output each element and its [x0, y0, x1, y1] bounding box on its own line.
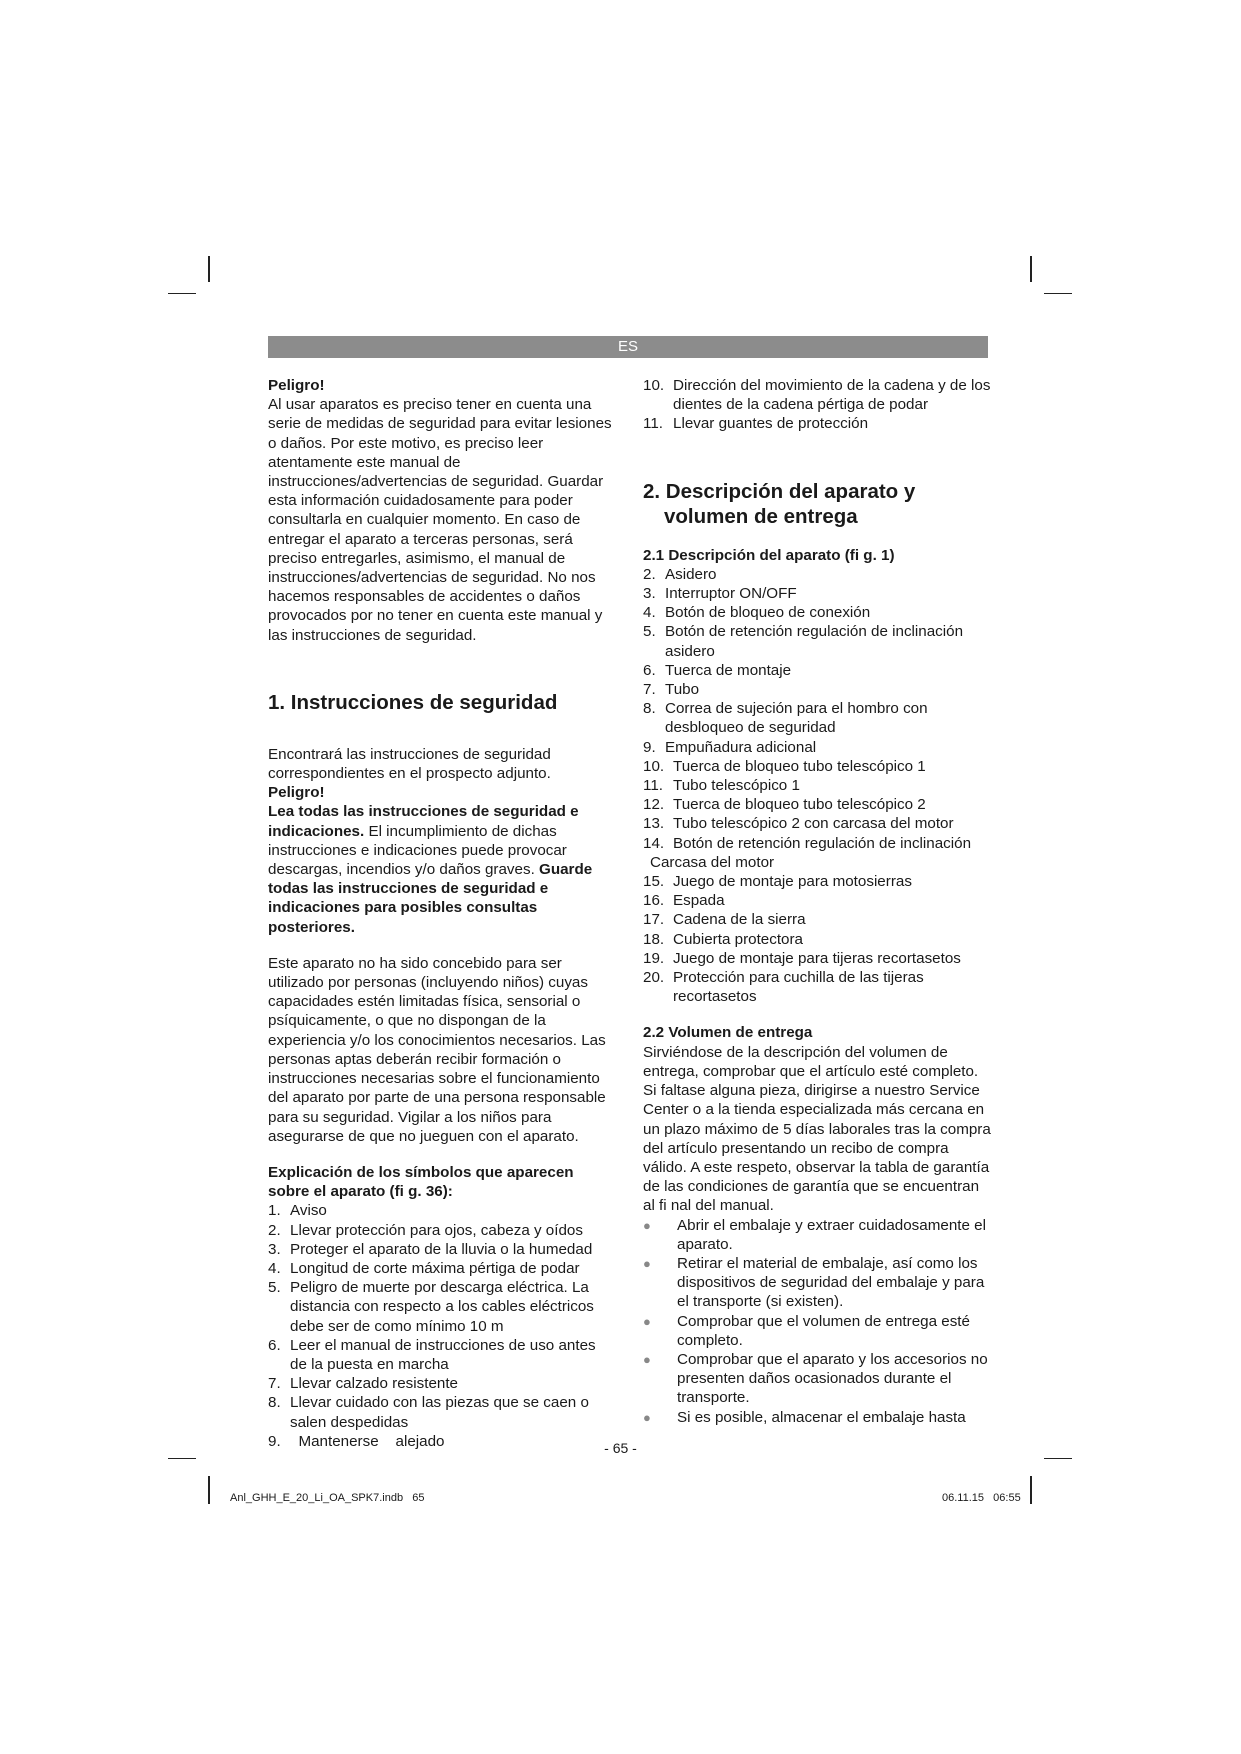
list-item: 9. Mantenerse alejado — [268, 1432, 445, 1450]
language-header-bar — [268, 336, 988, 358]
symbols-list — [268, 1201, 613, 1451]
list-item: 14. Botón de retención regulación de inclinación — [643, 834, 972, 852]
section-1-title: 1. Instrucciones de seguridad — [268, 690, 558, 714]
list-item: 1. Aviso — [268, 1202, 327, 1220]
symbols-title: Explicación de los símbolos que aparecen sobre el aparato (fi g. 36): — [268, 1163, 574, 1201]
crop-mark — [1044, 1458, 1072, 1459]
list-item: 12. Tuerca de bloqueo tubo telescópico 2 — [643, 796, 926, 814]
list-item: 3. Proteger el aparato de la lluvia o la humedad — [268, 1240, 593, 1258]
list-item: 10. Dirección del movimiento de la cadena y de los dientes de la cadena pértiga de podar — [643, 377, 991, 414]
list-item: 3. Interruptor ON/OFF — [643, 585, 797, 603]
list-item: ● Abrir el embalaje y extraer cuidadosamente el aparato. — [643, 1216, 986, 1253]
crop-mark — [168, 1458, 196, 1459]
list-item: 7. Llevar calzado resistente — [268, 1375, 458, 1393]
list-item: 2. Asidero — [643, 565, 717, 583]
crop-mark — [1044, 293, 1072, 294]
parts-list-3 — [643, 872, 993, 1006]
bullet-icon: ● — [643, 1351, 651, 1367]
print-timestamp: 06.11.15 06:55 — [942, 1492, 1021, 1504]
left-column — [268, 376, 613, 1451]
crop-mark — [1030, 256, 1032, 282]
read-instructions-text: El incumplimiento de dichas instrucciones e indicaciones puede provocar descargas, incendios y/o daños graves. — [268, 822, 567, 879]
bullet-icon: ● — [643, 1217, 651, 1233]
crop-mark — [208, 1476, 210, 1504]
delivery-checklist — [643, 1216, 993, 1427]
danger-heading: Peligro! — [268, 377, 325, 394]
section-2-2-title: 2.2 Volumen de entrega — [643, 1024, 813, 1042]
intro-paragraph: Al usar aparatos es preciso tener en cuenta una serie de medidas de seguridad para evitar lesiones o daños. Por este motivo, es preciso leer atentamente este manual de instrucciones/advertencias de seguridad. Guardar esta información cuidadosamente para poder consultarla en cualquier momento. En caso de entregar el aparato a terceras personas, será preciso entregarles, asimismo, el manual de instrucciones/advertencias de seguridad. No nos hacemos responsables de accidentes o daños provocados por no tener en cuenta este manual y las instrucciones de seguridad. — [268, 396, 612, 644]
list-item: 5. Peligro de muerte por descarga eléctrica. La distancia con respecto a los cables eléctricos debe ser de como mínimo 10 m — [268, 1279, 594, 1335]
file-name: Anl_GHH_E_20_Li_OA_SPK7.indb 65 — [230, 1492, 425, 1504]
list-item: 6. Tuerca de montaje — [643, 661, 792, 679]
symbols-list-continued — [643, 376, 993, 434]
crop-mark — [168, 293, 196, 294]
right-column — [643, 376, 993, 1427]
list-item: 2. Llevar protección para ojos, cabeza y oídos — [268, 1221, 583, 1239]
parts-list-2 — [643, 757, 993, 853]
list-item: 6. Leer el manual de instrucciones de uso antes de la puesta en marcha — [268, 1336, 596, 1373]
list-item: 13. Tubo telescópico 2 con carcasa del motor — [643, 815, 954, 833]
list-item: 10. Tuerca de bloqueo tubo telescópico 1 — [643, 757, 926, 775]
list-item: 8. Correa de sujeción para el hombro con desbloqueo de seguridad — [643, 700, 928, 737]
danger-heading-2: Peligro! — [268, 784, 325, 802]
language-label: ES — [617, 338, 638, 355]
list-item: 5. Botón de retención regulación de inclinación asidero — [643, 623, 964, 660]
parts-list — [643, 565, 993, 757]
list-item: 16. Espada — [643, 892, 725, 910]
list-item: 18. Cubierta protectora — [643, 930, 804, 948]
list-item: 7. Tubo — [643, 681, 700, 699]
delivery-paragraph: Sirviéndose de la descripción del volumen de entrega, comprobar que el artículo esté completo. Si faltase alguna pieza, dirigirse a nuestro Service Center o a la tienda especializada más cercana en un plazo máximo de 5 días laborales tras la compra del artículo presentando un recibo de compra válido. A este respeto, observar la tabla de garantía de las condiciones de garantía que se encuentran al fi nal del manual. — [643, 1043, 991, 1215]
crop-mark — [1030, 1476, 1032, 1504]
read-instructions-paragraph — [268, 802, 613, 936]
list-item-continuation: Carcasa del motor — [650, 853, 775, 871]
page-number: - 65 - — [604, 1440, 637, 1456]
list-item: 17. Cadena de la sierra — [643, 911, 806, 929]
list-item: 15. Juego de montaje para motosierras — [643, 873, 912, 891]
list-item: 4. Longitud de corte máxima pértiga de podar — [268, 1259, 580, 1277]
list-item: 11. Tubo telescópico 1 — [643, 777, 800, 795]
section-2-title: 2. Descripción del aparato y volumen de entrega — [643, 479, 916, 528]
list-item: 8. Llevar cuidado con las piezas que se caen o salen despedidas — [268, 1394, 589, 1431]
bullet-icon: ● — [643, 1409, 651, 1425]
list-item: 19. Juego de montaje para tijeras recortasetos — [643, 949, 961, 967]
list-item: 11. Llevar guantes de protección — [643, 415, 869, 433]
list-item: 20. Protección para cuchilla de las tijeras recortasetos — [643, 969, 924, 1006]
list-item: ● Retirar el material de embalaje, así como los dispositivos de seguridad del embalaje y para el transporte (si existen). — [643, 1254, 985, 1311]
keep-instructions-bold: Guarde todas las instrucciones de seguridad e indicaciones para posibles consultas posteriores. — [268, 861, 593, 936]
list-item: ● Comprobar que el aparato y los accesorios no presenten daños ocasionados durante el transporte. — [643, 1350, 988, 1407]
list-item: 9. Empuñadura adicional — [643, 738, 817, 756]
section-1-paragraph: Encontrará las instrucciones de seguridad correspondientes en el prospecto adjunto. — [268, 745, 551, 783]
list-item: ● Si es posible, almacenar el embalaje hasta — [643, 1408, 966, 1426]
bullet-icon: ● — [643, 1313, 651, 1329]
crop-mark — [208, 256, 210, 282]
read-instructions-bold: Lea todas las instrucciones de seguridad e indicaciones. — [268, 803, 579, 840]
section-2-1-title: 2.1 Descripción del aparato (fi g. 1) — [643, 546, 895, 564]
bullet-icon: ● — [643, 1255, 651, 1271]
user-restrictions-paragraph: Este aparato no ha sido concebido para ser utilizado por personas (incluyendo niños) cuyas capacidades estén limitadas física, sensorial o psíquicamente, o que no dispongan de la experiencia y/o los conocimientos necesarios. Las personas aptas deberán recibir formación o instrucciones necesarias sobre el funcionamiento del aparato por parte de una persona responsable para su seguridad. Vigilar a los niños para asegurarse de que no jueguen con el aparato. — [268, 954, 606, 1145]
list-item: ● Comprobar que el volumen de entrega esté completo. — [643, 1312, 970, 1349]
list-item: 4. Botón de bloqueo de conexión — [643, 604, 871, 622]
